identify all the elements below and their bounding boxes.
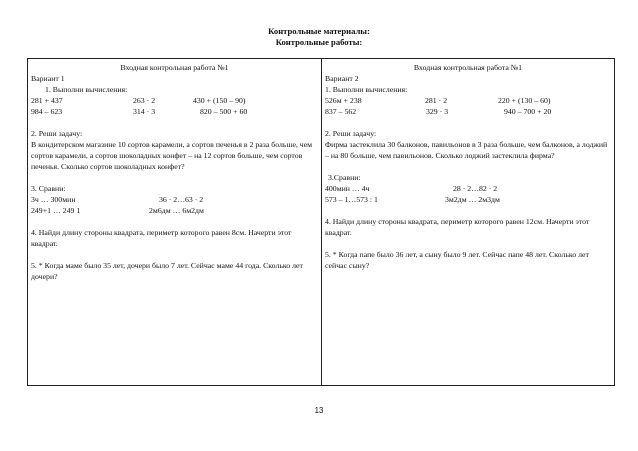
calc-expression: 430 + (150 – 90) [193, 96, 246, 105]
variant-1-task4-text: 4. Найди длину стороны квадрата, периметр которого равен 8см. Начерти этот квадрат. [31, 228, 292, 248]
calc-expression: 281 + 437 [31, 96, 63, 105]
calc-expression: 220 + (130 – 60) [498, 96, 551, 105]
page-header [0, 26, 638, 48]
variant-1-task2-text: В кондитерском магазине 10 сортов карамели, а сортов печенья в 2 раза больше, чем сортов карамели, а сортов шоколадных конфет – на 12 сортов больше, чем сортов печенья. Сколько сортов шоколадных конфет? [31, 140, 313, 171]
calc-expression: 837 – 562 [325, 107, 357, 116]
variant-2-column [321, 59, 614, 385]
compare-expression: 249+1 … 249 1 [31, 206, 81, 215]
variant-1-label: Вариант 1 [31, 74, 65, 83]
calc-expression: 984 – 623 [31, 107, 63, 116]
variant-1-calc-row [31, 106, 318, 117]
variant-1-calc-row [31, 95, 318, 106]
variant-2-compare-row [325, 183, 611, 194]
variant-2-compare-row [325, 194, 611, 205]
variant-2-task4-text: 4. Найди длину стороны квадрата, периметр которого равен 12см. Начерти этот квадрат. [325, 217, 590, 237]
compare-expression: 36 · 2…63 · 2 [159, 195, 204, 204]
calc-expression: 281 · 2 [425, 96, 448, 105]
page-number: 13 [314, 406, 324, 415]
header-line-materials: Контрольные материалы: [268, 26, 370, 36]
variant-1-title: Входная контрольная работа №1 [120, 63, 229, 72]
variant-1-task5-text: 5. * Когда маме было 35 лет, дочери было 7 лет. Сейчас маме 44 года. Сколько лет дочери? [31, 261, 303, 281]
calc-expression: 329 · 3 [426, 107, 449, 116]
compare-expression: 573 – 1…573 : 1 [325, 195, 378, 204]
compare-expression: 400мин … 4ч [325, 184, 370, 193]
variant-2-task1-title: 1. Выполни вычисления: [325, 85, 408, 94]
compare-expression: 3м2дм … 2м3дм [445, 195, 500, 204]
compare-expression: 28 · 2…82 · 2 [453, 184, 498, 193]
calc-expression: 314 · 3 [133, 107, 156, 116]
variant-1-task3-title: 3. Сравни: [31, 184, 66, 193]
variant-1-task1-title: 1. Выполни вычисления: [45, 85, 128, 94]
calc-expression: 820 – 500 + 60 [200, 107, 248, 116]
variant-2-task2-title: 2. Реши задачу: [325, 129, 377, 138]
variant-1-compare-row [31, 205, 318, 216]
variant-1-compare-row [31, 194, 318, 205]
variant-1-column [28, 59, 321, 385]
variant-2-task5-text: 5. * Когда папе было 36 лет, а сыну было 9 лет. Сейчас папе 48 лет. Сколько лет сейчас сыну? [325, 250, 589, 270]
calc-expression: 940 – 700 + 20 [504, 107, 552, 116]
variant-2-calc-row [325, 106, 611, 117]
variant-2-task3-title: 3.Сравни: [328, 173, 361, 182]
compare-expression: 2м6дм … 6м2дм [149, 206, 204, 215]
variant-2-task2-text: Фирма застеклила 30 балконов, павильонов в 3 раза больше, чем балконов, а лоджий – на 80 больше, чем павильонов. Сколько лоджий застеклила фирма? [325, 140, 608, 160]
variant-2-label: Вариант 2 [325, 74, 359, 83]
calc-expression: 526м + 238 [325, 96, 362, 105]
variant-2-title: Входная контрольная работа №1 [413, 63, 523, 72]
variant-2-calc-row [325, 95, 611, 106]
header-line-works: Контрольные работы: [275, 37, 363, 47]
compare-expression: 3ч … 300мин [31, 195, 76, 204]
calc-expression: 263 · 2 [133, 96, 156, 105]
variant-1-task2-title: 2. Реши задачу: [31, 129, 83, 138]
control-works-table [27, 58, 615, 386]
